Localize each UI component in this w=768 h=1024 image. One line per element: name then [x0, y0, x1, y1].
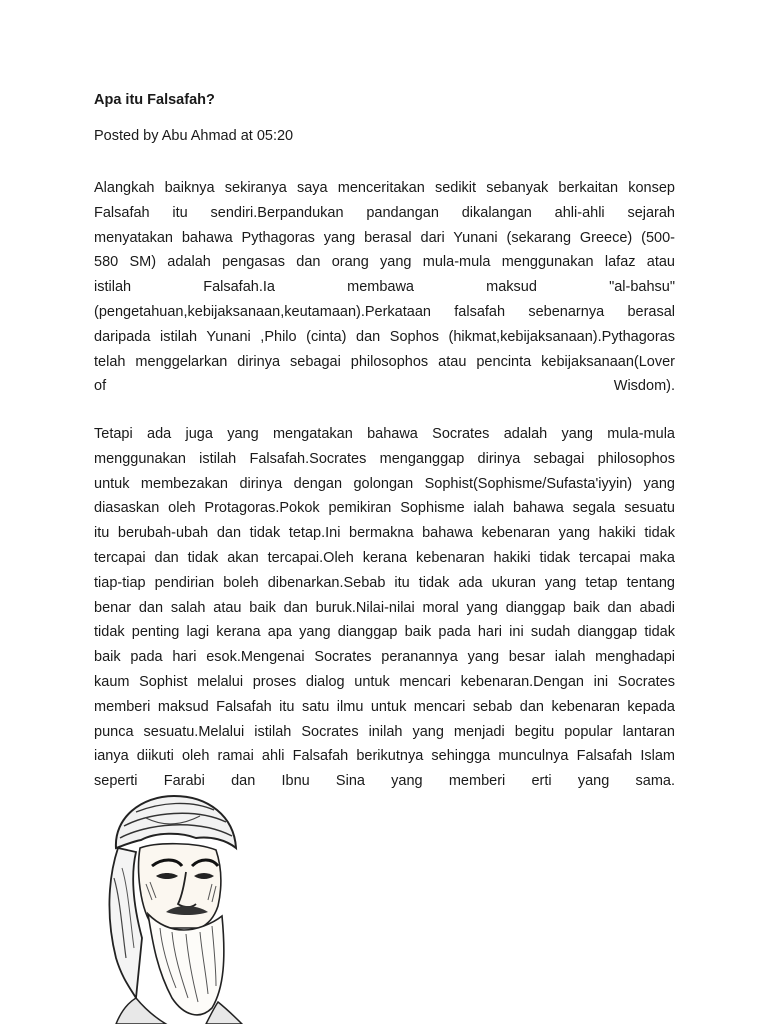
paragraph-line: menyatakan bahawa Pythagoras yang berasal dari Yunani (sekarang Greece) (500- — [94, 229, 675, 246]
paragraph-line: tiap-tiap pendirian boleh dibenarkan.Sebab itu tidak ada ukuran yang tetap tentang — [94, 574, 675, 591]
paragraph-line: tercapai dan tidak akan tercapai.Oleh kerana kebenaran hakiki tidak tercapai maka — [94, 549, 675, 566]
paragraph-line: ianya diikuti oleh ramai ahli Falsafah berikutnya sehingga munculnya Falsafah Islam — [94, 748, 675, 765]
paragraph-line: seperti Farabi dan Ibnu Sina yang memberi erti yang sama. — [94, 773, 675, 790]
paragraph-line: memberi maksud Falsafah itu satu ilmu untuk mencari sebab dan kebenaran kepada — [94, 698, 675, 715]
post-meta: Posted by Abu Ahmad at 05:20 — [94, 128, 294, 144]
paragraph-line: untuk membezakan dirinya dengan golongan Sophist(Sophisme/Sufasta'iyyin) yang — [94, 475, 675, 492]
paragraph-line: punca sesuatu.Melalui istilah Socrates inilah yang menjadi begitu popular lantaran — [94, 723, 675, 740]
paragraph-1 — [94, 176, 675, 399]
paragraph-line: istilah Falsafah.Ia membawa maksud "al-bahsu" — [94, 279, 675, 296]
paragraph-line: (pengetahuan,kebijaksanaan,keutamaan).Perkataan falsafah sebenarnya berasal — [94, 303, 675, 320]
paragraph-line: Falsafah itu sendiri.Berpandukan pandangan dikalangan ahli-ahli sejarah — [94, 204, 675, 221]
paragraph-line: kaum Sophist melalui proses dialog untuk mencari kebenaran.Dengan ini Socrates — [94, 673, 675, 690]
paragraph-line: daripada istilah Yunani ,Philo (cinta) dan Sophos (hikmat,kebijaksanaan).Pythagoras — [94, 328, 675, 345]
article-title: Apa itu Falsafah? — [94, 92, 215, 108]
paragraph-line: Tetapi ada juga yang mengatakan bahawa Socrates adalah yang mula-mula — [94, 426, 675, 442]
paragraph-line: 580 SM) adalah pengasas dan orang yang mula-mula menggunakan lafaz atau — [94, 254, 675, 271]
paragraph-line: baik pada hari esok.Mengenai Socrates peranannya yang besar ialah menghadapi — [94, 649, 675, 666]
paragraph-line: benar dan salah atau baik dan buruk.Nilai-nilai moral yang dianggap baik dan abadi — [94, 599, 675, 616]
paragraph-line: menggunakan istilah Falsafah.Socrates menganggap dirinya sebagai philosophos — [94, 450, 675, 467]
paragraph-line: Alangkah baiknya sekiranya saya menceritakan sedikit sebanyak berkaitan konsep — [94, 180, 675, 196]
paragraph-line: telah menggelarkan dirinya sebagai philosophos atau pencinta kebijaksanaan(Lover — [94, 353, 675, 370]
paragraph-line: diasaskan oleh Protagoras.Pokok pemikiran Sophisme ialah bahawa segala sesuatu — [94, 500, 675, 517]
portrait-illustration — [96, 788, 246, 1024]
paragraph-line: of Wisdom). — [94, 378, 675, 395]
paragraph-line: itu berubah-ubah dan tidak tetap.Ini bermakna bahawa kebenaran yang hakiki tidak — [94, 525, 675, 542]
paragraph-line: tidak penting lagi kerana apa yang dianggap baik pada hari ini sudah dianggap tidak — [94, 624, 675, 641]
paragraph-2 — [94, 422, 675, 794]
